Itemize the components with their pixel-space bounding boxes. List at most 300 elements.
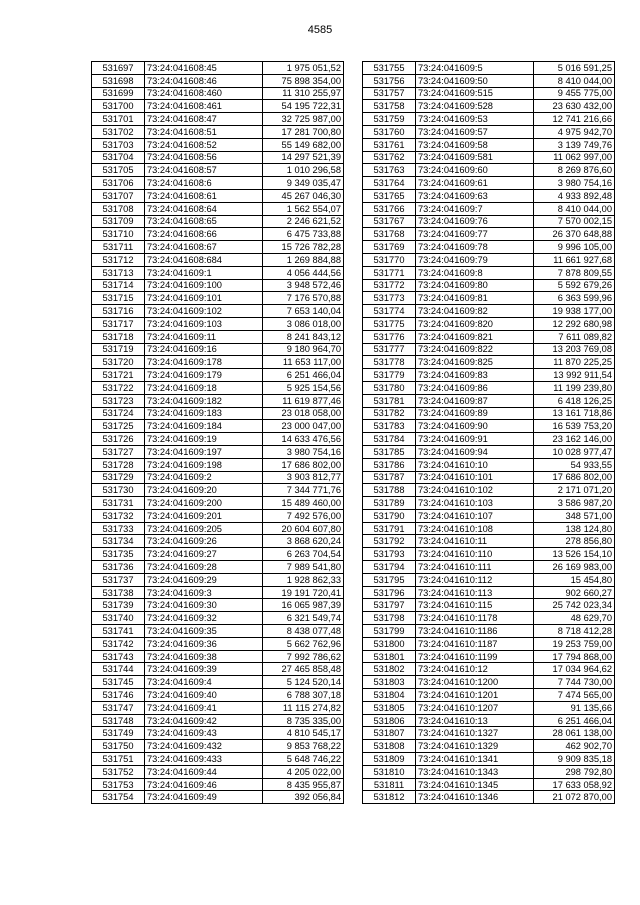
value-cell: 32 725 987,00 bbox=[263, 113, 344, 126]
table-row bbox=[92, 765, 344, 778]
value-cell: 9 455 775,00 bbox=[534, 87, 615, 100]
value-cell: 8 718 412,28 bbox=[534, 625, 615, 638]
table-row bbox=[92, 573, 344, 586]
table-row bbox=[363, 599, 615, 612]
value-cell: 6 263 704,54 bbox=[263, 548, 344, 561]
table-row bbox=[363, 138, 615, 151]
table-row bbox=[363, 625, 615, 638]
cadastral-number-cell: 73:24:041609:78 bbox=[416, 241, 534, 254]
cadastral-number-cell: 73:24:041610:108 bbox=[416, 522, 534, 535]
row-number-cell: 531756 bbox=[363, 74, 416, 87]
table-row bbox=[92, 87, 344, 100]
table-row bbox=[363, 753, 615, 766]
table-row bbox=[363, 676, 615, 689]
value-cell: 12 741 216,66 bbox=[534, 113, 615, 126]
value-cell: 91 135,66 bbox=[534, 701, 615, 714]
value-cell: 23 000 047,00 bbox=[263, 420, 344, 433]
cadastral-number-cell: 73:24:041610:13 bbox=[416, 714, 534, 727]
value-cell: 48 629,70 bbox=[534, 612, 615, 625]
cadastral-number-cell: 73:24:041609:90 bbox=[416, 420, 534, 433]
table-row bbox=[363, 458, 615, 471]
cadastral-number-cell: 73:24:041609:1 bbox=[145, 266, 263, 279]
table-row bbox=[363, 778, 615, 791]
table-row bbox=[363, 650, 615, 663]
row-number-cell: 531725 bbox=[92, 420, 145, 433]
value-cell: 8 410 044,00 bbox=[534, 74, 615, 87]
value-cell: 17 633 058,92 bbox=[534, 778, 615, 791]
value-cell: 7 878 809,55 bbox=[534, 266, 615, 279]
cadastral-number-cell: 73:24:041609:36 bbox=[145, 637, 263, 650]
cadastral-number-cell: 73:24:041609:58 bbox=[416, 138, 534, 151]
table-row bbox=[92, 330, 344, 343]
table-row bbox=[92, 509, 344, 522]
cadastral-number-cell: 73:24:041608:47 bbox=[145, 113, 263, 126]
cadastral-number-cell: 73:24:041609:44 bbox=[145, 765, 263, 778]
row-number-cell: 531778 bbox=[363, 356, 416, 369]
row-number-cell: 531785 bbox=[363, 445, 416, 458]
table-row bbox=[92, 215, 344, 228]
table-row bbox=[92, 420, 344, 433]
value-cell: 392 056,84 bbox=[263, 791, 344, 804]
cadastral-number-cell: 73:24:041610:10 bbox=[416, 458, 534, 471]
value-cell: 23 630 432,00 bbox=[534, 100, 615, 113]
cadastral-number-cell: 73:24:041609:63 bbox=[416, 189, 534, 202]
row-number-cell: 531733 bbox=[92, 522, 145, 535]
value-cell: 3 980 754,16 bbox=[534, 177, 615, 190]
value-cell: 15 489 460,00 bbox=[263, 497, 344, 510]
row-number-cell: 531711 bbox=[92, 241, 145, 254]
value-cell: 5 648 746,22 bbox=[263, 753, 344, 766]
cadastral-number-cell: 73:24:041609:29 bbox=[145, 573, 263, 586]
cadastral-number-cell: 73:24:041608:64 bbox=[145, 202, 263, 215]
row-number-cell: 531793 bbox=[363, 548, 416, 561]
value-cell: 26 169 983,00 bbox=[534, 561, 615, 574]
row-number-cell: 531701 bbox=[92, 113, 145, 126]
cadastral-number-cell: 73:24:041610:1327 bbox=[416, 727, 534, 740]
table-row bbox=[92, 458, 344, 471]
row-number-cell: 531732 bbox=[92, 509, 145, 522]
row-number-cell: 531713 bbox=[92, 266, 145, 279]
value-cell: 13 203 769,08 bbox=[534, 343, 615, 356]
row-number-cell: 531761 bbox=[363, 138, 416, 151]
value-cell: 5 124 520,14 bbox=[263, 676, 344, 689]
row-number-cell: 531707 bbox=[92, 189, 145, 202]
table-row bbox=[363, 381, 615, 394]
row-number-cell: 531757 bbox=[363, 87, 416, 100]
cadastral-number-cell: 73:24:041609:76 bbox=[416, 215, 534, 228]
cadastral-number-cell: 73:24:041609:40 bbox=[145, 689, 263, 702]
row-number-cell: 531786 bbox=[363, 458, 416, 471]
cadastral-number-cell: 73:24:041610:113 bbox=[416, 586, 534, 599]
cadastral-number-cell: 73:24:041608:460 bbox=[145, 87, 263, 100]
cadastral-number-cell: 73:24:041609:19 bbox=[145, 433, 263, 446]
row-number-cell: 531710 bbox=[92, 228, 145, 241]
cadastral-number-cell: 73:24:041609:4 bbox=[145, 676, 263, 689]
table-row bbox=[363, 202, 615, 215]
cadastral-number-cell: 73:24:041609:205 bbox=[145, 522, 263, 535]
row-number-cell: 531704 bbox=[92, 151, 145, 164]
cadastral-number-cell: 73:24:041609:11 bbox=[145, 330, 263, 343]
value-cell: 17 794 868,00 bbox=[534, 650, 615, 663]
cadastral-number-cell: 73:24:041609:182 bbox=[145, 394, 263, 407]
row-number-cell: 531743 bbox=[92, 650, 145, 663]
value-cell: 3 868 620,24 bbox=[263, 535, 344, 548]
row-number-cell: 531706 bbox=[92, 177, 145, 190]
cadastral-number-cell: 73:24:041609:821 bbox=[416, 330, 534, 343]
row-number-cell: 531722 bbox=[92, 381, 145, 394]
cadastral-number-cell: 73:24:041609:50 bbox=[416, 74, 534, 87]
value-cell: 9 909 835,18 bbox=[534, 753, 615, 766]
value-cell: 138 124,80 bbox=[534, 522, 615, 535]
cadastral-number-cell: 73:24:041610:101 bbox=[416, 471, 534, 484]
row-number-cell: 531775 bbox=[363, 317, 416, 330]
row-number-cell: 531798 bbox=[363, 612, 416, 625]
row-number-cell: 531806 bbox=[363, 714, 416, 727]
table-row bbox=[363, 189, 615, 202]
value-cell: 462 902,70 bbox=[534, 740, 615, 753]
row-number-cell: 531767 bbox=[363, 215, 416, 228]
row-number-cell: 531748 bbox=[92, 714, 145, 727]
row-number-cell: 531717 bbox=[92, 317, 145, 330]
cadastral-number-cell: 73:24:041610:1187 bbox=[416, 637, 534, 650]
table-row bbox=[92, 637, 344, 650]
row-number-cell: 531803 bbox=[363, 676, 416, 689]
table-row bbox=[363, 266, 615, 279]
table-row bbox=[92, 548, 344, 561]
cadastral-number-cell: 73:24:041609:27 bbox=[145, 548, 263, 561]
table-row bbox=[92, 497, 344, 510]
value-cell: 2 171 071,20 bbox=[534, 484, 615, 497]
row-number-cell: 531758 bbox=[363, 100, 416, 113]
table-row bbox=[92, 177, 344, 190]
cadastral-number-cell: 73:24:041609:20 bbox=[145, 484, 263, 497]
value-cell: 11 115 274,82 bbox=[263, 701, 344, 714]
table-row bbox=[363, 253, 615, 266]
cadastral-number-cell: 73:24:041609:77 bbox=[416, 228, 534, 241]
cadastral-number-cell: 73:24:041610:1329 bbox=[416, 740, 534, 753]
cadastral-number-cell: 73:24:041609:581 bbox=[416, 151, 534, 164]
value-cell: 9 180 964,70 bbox=[263, 343, 344, 356]
cadastral-number-cell: 73:24:041609:79 bbox=[416, 253, 534, 266]
cadastral-number-cell: 73:24:041609:183 bbox=[145, 407, 263, 420]
table-row bbox=[363, 561, 615, 574]
cadastral-number-cell: 73:24:041609:94 bbox=[416, 445, 534, 458]
table-row bbox=[92, 241, 344, 254]
table-row bbox=[363, 343, 615, 356]
row-number-cell: 531787 bbox=[363, 471, 416, 484]
cadastral-number-cell: 73:24:041609:820 bbox=[416, 317, 534, 330]
cadastral-number-cell: 73:24:041609:200 bbox=[145, 497, 263, 510]
cadastral-number-cell: 73:24:041610:1341 bbox=[416, 753, 534, 766]
value-cell: 8 269 876,60 bbox=[534, 164, 615, 177]
table-row bbox=[363, 279, 615, 292]
value-cell: 6 418 126,25 bbox=[534, 394, 615, 407]
table-row bbox=[92, 676, 344, 689]
table-row bbox=[363, 100, 615, 113]
value-cell: 9 996 105,00 bbox=[534, 241, 615, 254]
table-row bbox=[363, 714, 615, 727]
table-row bbox=[363, 62, 615, 75]
cadastral-number-cell: 73:24:041609:49 bbox=[145, 791, 263, 804]
row-number-cell: 531766 bbox=[363, 202, 416, 215]
row-number-cell: 531781 bbox=[363, 394, 416, 407]
row-number-cell: 531697 bbox=[92, 62, 145, 75]
row-number-cell: 531729 bbox=[92, 471, 145, 484]
table-row bbox=[363, 689, 615, 702]
table-row bbox=[363, 701, 615, 714]
table-row bbox=[92, 62, 344, 75]
table-row bbox=[363, 471, 615, 484]
row-number-cell: 531794 bbox=[363, 561, 416, 574]
value-cell: 14 633 476,56 bbox=[263, 433, 344, 446]
value-cell: 55 149 682,00 bbox=[263, 138, 344, 151]
table-row bbox=[92, 689, 344, 702]
value-cell: 13 526 154,10 bbox=[534, 548, 615, 561]
left-data-table bbox=[91, 61, 344, 804]
row-number-cell: 531771 bbox=[363, 266, 416, 279]
row-number-cell: 531752 bbox=[92, 765, 145, 778]
value-cell: 1 010 296,58 bbox=[263, 164, 344, 177]
cadastral-number-cell: 73:24:041609:80 bbox=[416, 279, 534, 292]
row-number-cell: 531718 bbox=[92, 330, 145, 343]
page-number: 4585 bbox=[307, 24, 333, 36]
cadastral-number-cell: 73:24:041609:101 bbox=[145, 292, 263, 305]
table-row bbox=[92, 369, 344, 382]
table-row bbox=[363, 241, 615, 254]
row-number-cell: 531745 bbox=[92, 676, 145, 689]
value-cell: 17 281 700,80 bbox=[263, 125, 344, 138]
row-number-cell: 531782 bbox=[363, 407, 416, 420]
cadastral-number-cell: 73:24:041609:16 bbox=[145, 343, 263, 356]
value-cell: 7 176 570,88 bbox=[263, 292, 344, 305]
cadastral-number-cell: 73:24:041610:1199 bbox=[416, 650, 534, 663]
row-number-cell: 531812 bbox=[363, 791, 416, 804]
table-row bbox=[363, 292, 615, 305]
table-row bbox=[363, 663, 615, 676]
cadastral-number-cell: 73:24:041609:39 bbox=[145, 663, 263, 676]
value-cell: 6 321 549,74 bbox=[263, 612, 344, 625]
value-cell: 8 410 044,00 bbox=[534, 202, 615, 215]
value-cell: 8 735 335,00 bbox=[263, 714, 344, 727]
cadastral-number-cell: 73:24:041609:18 bbox=[145, 381, 263, 394]
row-number-cell: 531777 bbox=[363, 343, 416, 356]
row-number-cell: 531774 bbox=[363, 305, 416, 318]
cadastral-number-cell: 73:24:041609:825 bbox=[416, 356, 534, 369]
table-row bbox=[363, 305, 615, 318]
value-cell: 7 744 730,00 bbox=[534, 676, 615, 689]
row-number-cell: 531702 bbox=[92, 125, 145, 138]
value-cell: 3 586 987,20 bbox=[534, 497, 615, 510]
row-number-cell: 531755 bbox=[363, 62, 416, 75]
cadastral-number-cell: 73:24:041610:12 bbox=[416, 663, 534, 676]
value-cell: 11 619 877,46 bbox=[263, 394, 344, 407]
cadastral-number-cell: 73:24:041609:91 bbox=[416, 433, 534, 446]
cadastral-number-cell: 73:24:041608:6 bbox=[145, 177, 263, 190]
table-row bbox=[92, 74, 344, 87]
table-row bbox=[92, 164, 344, 177]
value-cell: 11 653 117,00 bbox=[263, 356, 344, 369]
table-row bbox=[92, 189, 344, 202]
table-row bbox=[363, 497, 615, 510]
row-number-cell: 531804 bbox=[363, 689, 416, 702]
table-row bbox=[363, 535, 615, 548]
value-cell: 7 570 002,15 bbox=[534, 215, 615, 228]
cadastral-number-cell: 73:24:041610:1345 bbox=[416, 778, 534, 791]
row-number-cell: 531770 bbox=[363, 253, 416, 266]
row-number-cell: 531741 bbox=[92, 625, 145, 638]
table-row bbox=[92, 343, 344, 356]
table-row bbox=[363, 765, 615, 778]
cadastral-number-cell: 73:24:041610:1201 bbox=[416, 689, 534, 702]
cadastral-number-cell: 73:24:041610:1346 bbox=[416, 791, 534, 804]
value-cell: 1 562 554,07 bbox=[263, 202, 344, 215]
cadastral-number-cell: 73:24:041610:112 bbox=[416, 573, 534, 586]
row-number-cell: 531742 bbox=[92, 637, 145, 650]
table-row bbox=[363, 727, 615, 740]
value-cell: 25 742 023,34 bbox=[534, 599, 615, 612]
table-row bbox=[92, 305, 344, 318]
cadastral-number-cell: 73:24:041609:83 bbox=[416, 369, 534, 382]
table-row bbox=[92, 471, 344, 484]
value-cell: 4 056 444,56 bbox=[263, 266, 344, 279]
value-cell: 17 686 802,00 bbox=[263, 458, 344, 471]
value-cell: 9 349 035,47 bbox=[263, 177, 344, 190]
value-cell: 2 246 621,52 bbox=[263, 215, 344, 228]
cadastral-number-cell: 73:24:041609:89 bbox=[416, 407, 534, 420]
row-number-cell: 531700 bbox=[92, 100, 145, 113]
value-cell: 902 660,27 bbox=[534, 586, 615, 599]
cadastral-number-cell: 73:24:041608:67 bbox=[145, 241, 263, 254]
cadastral-number-cell: 73:24:041608:61 bbox=[145, 189, 263, 202]
value-cell: 14 297 521,39 bbox=[263, 151, 344, 164]
value-cell: 19 191 720,41 bbox=[263, 586, 344, 599]
table-row bbox=[92, 535, 344, 548]
table-row bbox=[363, 420, 615, 433]
cadastral-number-cell: 73:24:041609:179 bbox=[145, 369, 263, 382]
table-row bbox=[92, 151, 344, 164]
table-row bbox=[92, 484, 344, 497]
value-cell: 5 016 591,25 bbox=[534, 62, 615, 75]
table-row bbox=[92, 612, 344, 625]
value-cell: 45 267 046,30 bbox=[263, 189, 344, 202]
table-row bbox=[92, 433, 344, 446]
cadastral-number-cell: 73:24:041608:57 bbox=[145, 164, 263, 177]
row-number-cell: 531731 bbox=[92, 497, 145, 510]
cadastral-number-cell: 73:24:041608:461 bbox=[145, 100, 263, 113]
value-cell: 19 253 759,00 bbox=[534, 637, 615, 650]
row-number-cell: 531811 bbox=[363, 778, 416, 791]
row-number-cell: 531750 bbox=[92, 740, 145, 753]
cadastral-number-cell: 73:24:041610:1207 bbox=[416, 701, 534, 714]
table-row bbox=[363, 586, 615, 599]
value-cell: 1 928 862,33 bbox=[263, 573, 344, 586]
row-number-cell: 531776 bbox=[363, 330, 416, 343]
row-number-cell: 531734 bbox=[92, 535, 145, 548]
table-row bbox=[92, 138, 344, 151]
row-number-cell: 531712 bbox=[92, 253, 145, 266]
cadastral-number-cell: 73:24:041610:111 bbox=[416, 561, 534, 574]
table-row bbox=[92, 394, 344, 407]
table-row bbox=[92, 650, 344, 663]
cadastral-number-cell: 73:24:041609:432 bbox=[145, 740, 263, 753]
table-row bbox=[363, 113, 615, 126]
cadastral-number-cell: 73:24:041610:103 bbox=[416, 497, 534, 510]
row-number-cell: 531764 bbox=[363, 177, 416, 190]
table-row bbox=[363, 177, 615, 190]
table-row bbox=[363, 394, 615, 407]
value-cell: 5 925 154,56 bbox=[263, 381, 344, 394]
table-row bbox=[92, 228, 344, 241]
value-cell: 1 269 884,88 bbox=[263, 253, 344, 266]
value-cell: 11 661 927,68 bbox=[534, 253, 615, 266]
row-number-cell: 531783 bbox=[363, 420, 416, 433]
table-row bbox=[92, 356, 344, 369]
row-number-cell: 531772 bbox=[363, 279, 416, 292]
value-cell: 23 162 146,00 bbox=[534, 433, 615, 446]
row-number-cell: 531789 bbox=[363, 497, 416, 510]
value-cell: 1 975 051,52 bbox=[263, 62, 344, 75]
row-number-cell: 531723 bbox=[92, 394, 145, 407]
value-cell: 3 086 018,00 bbox=[263, 317, 344, 330]
cadastral-number-cell: 73:24:041609:41 bbox=[145, 701, 263, 714]
row-number-cell: 531791 bbox=[363, 522, 416, 535]
cadastral-number-cell: 73:24:041610:115 bbox=[416, 599, 534, 612]
row-number-cell: 531715 bbox=[92, 292, 145, 305]
cadastral-number-cell: 73:24:041610:1178 bbox=[416, 612, 534, 625]
row-number-cell: 531737 bbox=[92, 573, 145, 586]
row-number-cell: 531765 bbox=[363, 189, 416, 202]
cadastral-number-cell: 73:24:041608:52 bbox=[145, 138, 263, 151]
value-cell: 54 933,55 bbox=[534, 458, 615, 471]
table-row bbox=[92, 701, 344, 714]
table-row bbox=[363, 791, 615, 804]
row-number-cell: 531724 bbox=[92, 407, 145, 420]
value-cell: 3 903 812,77 bbox=[263, 471, 344, 484]
value-cell: 4 810 545,17 bbox=[263, 727, 344, 740]
value-cell: 23 018 058,00 bbox=[263, 407, 344, 420]
cadastral-number-cell: 73:24:041608:684 bbox=[145, 253, 263, 266]
cadastral-number-cell: 73:24:041609:57 bbox=[416, 125, 534, 138]
cadastral-number-cell: 73:24:041609:87 bbox=[416, 394, 534, 407]
row-number-cell: 531779 bbox=[363, 369, 416, 382]
cadastral-number-cell: 73:24:041609:60 bbox=[416, 164, 534, 177]
row-number-cell: 531784 bbox=[363, 433, 416, 446]
row-number-cell: 531797 bbox=[363, 599, 416, 612]
cadastral-number-cell: 73:24:041609:86 bbox=[416, 381, 534, 394]
value-cell: 19 938 177,00 bbox=[534, 305, 615, 318]
cadastral-number-cell: 73:24:041609:30 bbox=[145, 599, 263, 612]
table-row bbox=[92, 663, 344, 676]
value-cell: 4 933 892,48 bbox=[534, 189, 615, 202]
row-number-cell: 531790 bbox=[363, 509, 416, 522]
row-number-cell: 531788 bbox=[363, 484, 416, 497]
value-cell: 26 370 648,88 bbox=[534, 228, 615, 241]
table-row bbox=[92, 445, 344, 458]
row-number-cell: 531736 bbox=[92, 561, 145, 574]
row-number-cell: 531716 bbox=[92, 305, 145, 318]
value-cell: 7 492 576,00 bbox=[263, 509, 344, 522]
row-number-cell: 531809 bbox=[363, 753, 416, 766]
row-number-cell: 531762 bbox=[363, 151, 416, 164]
table-row bbox=[92, 100, 344, 113]
value-cell: 6 788 307,18 bbox=[263, 689, 344, 702]
value-cell: 7 992 786,62 bbox=[263, 650, 344, 663]
row-number-cell: 531726 bbox=[92, 433, 145, 446]
value-cell: 7 653 140,04 bbox=[263, 305, 344, 318]
table-row bbox=[92, 778, 344, 791]
row-number-cell: 531721 bbox=[92, 369, 145, 382]
value-cell: 54 195 722,31 bbox=[263, 100, 344, 113]
